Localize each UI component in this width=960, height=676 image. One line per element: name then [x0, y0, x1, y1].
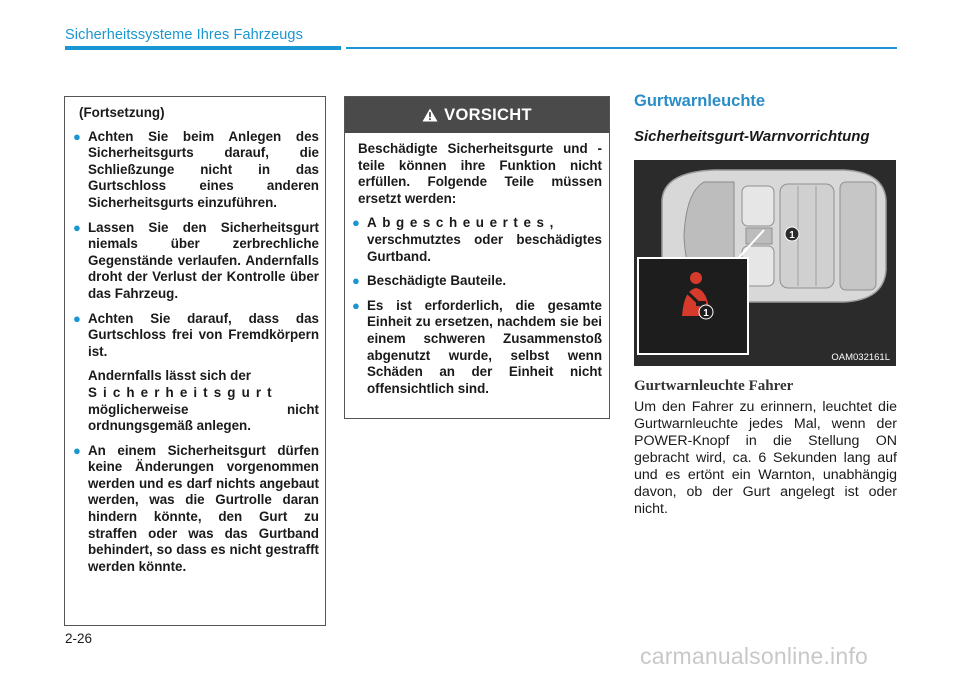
- bullet-rest: verschmutztes oder beschädigtes Gurtband.: [367, 231, 602, 264]
- bullet-text: Achten Sie beim Anlegen des Sicherheitsgurts darauf, die Schließzunge nicht in das Gurtschloss eines anderen Sicherheitsgurts einzuführen.: [88, 128, 319, 210]
- continued-label: (Fortsetzung): [79, 105, 165, 120]
- callout-number-car: 1: [789, 230, 795, 241]
- list-item: [73, 310, 319, 435]
- bullet-word: Abgescheuertes,: [367, 215, 559, 231]
- bullet-text: Lassen Sie den Sicherheitsgurt niemals über zerbrechliche Gegenstände verlaufen. Andernfalls droht der Verlust der Kontrolle über das Fahrzeug.: [88, 219, 319, 301]
- bullet-text: Achten Sie darauf, dass das Gurtschloss frei von Fremdkörpern ist.: [88, 310, 319, 359]
- bullet-icon: ●: [73, 442, 81, 458]
- section-heading: Gurtwarnleuchte: [634, 92, 766, 110]
- continuation-c: möglicherweise nicht ordnungsgemäß anlegen.: [88, 401, 319, 434]
- caution-header: [345, 97, 609, 133]
- bullet-text: [367, 215, 602, 265]
- seatbelt-warning-figure: [634, 160, 896, 366]
- page-number: 2-26: [65, 631, 93, 646]
- warning-triangle-icon: [422, 108, 438, 122]
- car-topview-illustration: [634, 160, 896, 366]
- callout-number-icon: 1: [703, 308, 709, 319]
- caution-box: [344, 96, 610, 419]
- list-item: [352, 215, 602, 265]
- continuation-b: Sicherheitsgurt: [88, 384, 278, 400]
- header-accent-bar: [65, 46, 341, 50]
- bullet-icon: ●: [352, 297, 360, 313]
- list-item: [73, 128, 319, 212]
- bullet-text: Beschädigte Bauteile.: [367, 273, 507, 289]
- bullet-icon: ●: [352, 273, 360, 289]
- bullet-continuation: [88, 368, 319, 434]
- list-item: [73, 219, 319, 303]
- list-item: [73, 442, 319, 576]
- bullet-text: An einem Sicherheitsgurt dürfen keine Änderungen vorgenommen werden und es darf nichts angebaut werden, was die Gurtrolle daran hindern könnte, den Gurt zu straffen oder was das Gurtband behindert, so dass es nicht gestrafft werden könnte.: [88, 442, 319, 574]
- bullet-icon: ●: [73, 219, 81, 235]
- watermark: carmanualsonline.info: [640, 643, 868, 669]
- bullet-icon: ●: [73, 128, 81, 144]
- bullet-text: Es ist erforderlich, die gesamte Einheit zu ersetzen, nachdem sie bei einem schweren Zusammenstoß abgenutzt wurde, selbst wenn Schäden an der Einheit nicht offensichtlich sind.: [367, 297, 602, 396]
- body-paragraph: Um den Fahrer zu erinnern, leuchtet die Gurtwarnleuchte jedes Mal, wenn der POWER-Knopf in die Stellung ON gebracht wird, ca. 6 Sekunden lang auf und es ertönt ein Warnton, unabhängig davon, ob der Gurt angelegt ist oder nicht.: [634, 399, 897, 517]
- list-item: [352, 297, 602, 398]
- bullet-icon: ●: [73, 310, 81, 326]
- caution-intro: Beschädigte Sicherheitsgurte und -teile können ihre Funktion nicht erfüllen. Folgende Teile müssen ersetzt werden:: [358, 141, 602, 206]
- continuation-a: Andernfalls lässt sich der: [88, 368, 251, 384]
- figure-caption: OAM032161L: [831, 352, 890, 363]
- list-item: [352, 273, 602, 290]
- subsection-heading: Gurtwarnleuchte Fahrer: [634, 378, 794, 394]
- right-column: [634, 92, 896, 145]
- header-rule: [346, 47, 897, 49]
- warning-box-continued: [64, 96, 326, 626]
- section-header-title: Sicherheitssysteme Ihres Fahrzeugs: [65, 27, 303, 43]
- caution-title: VORSICHT: [444, 105, 532, 124]
- subheading: Sicherheitsgurt-Warnvorrichtung: [634, 128, 870, 145]
- bullet-icon: ●: [352, 215, 360, 231]
